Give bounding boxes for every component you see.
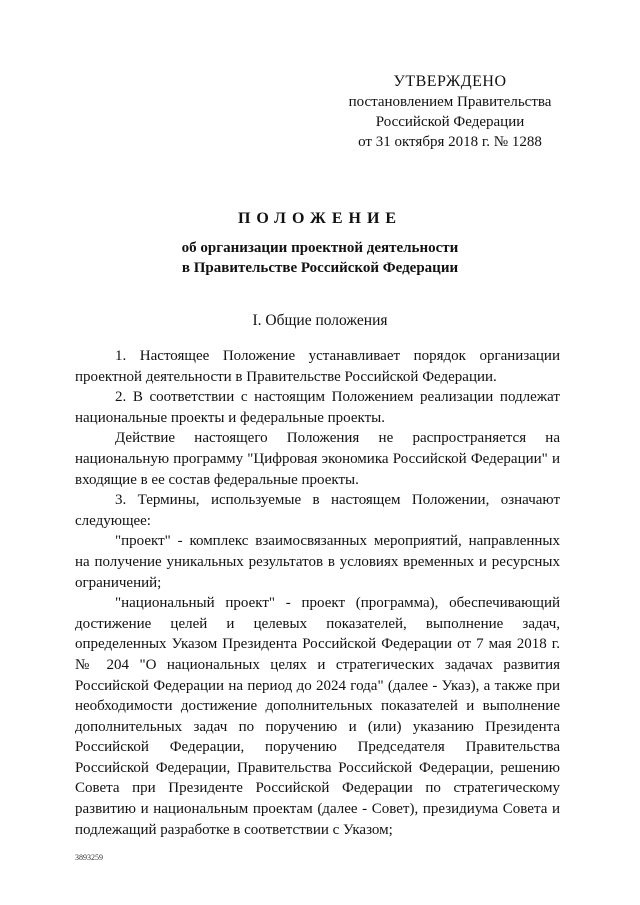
document-title: ПОЛОЖЕНИЕ — [237, 210, 403, 227]
subtitle-line-2: в Правительстве Российской Федерации — [181, 260, 459, 276]
approval-line-country: Российской Федерации — [375, 114, 525, 130]
paragraph-3: Действие настоящего Положения не распространяется на национальную программу "Цифровая экономика Российской Федерации" и входящие в ее состав федеральные проекты. — [75, 430, 560, 488]
approval-label: УТВЕРЖДЕНО — [393, 73, 507, 90]
subtitle-line-1: об организации проектной деятельности — [181, 240, 459, 256]
paragraph-4: 3. Термины, используемые в настоящем Положении, означают следующее: — [75, 492, 560, 529]
paragraph-5: "проект" - комплекс взаимосвязанных мероприятий, направленных на получение уникальных результатов в условиях временных и ресурсных ограничений; — [75, 533, 560, 591]
approval-line-decree: постановлением Правительства — [348, 94, 552, 110]
approval-stamp — [340, 72, 560, 152]
paragraph-1: 1. Настоящее Положение устанавливает порядок организации проектной деятельности в Правительстве Российской Федерации. — [75, 348, 560, 385]
document-id: 3893259 — [75, 853, 103, 862]
paragraph-2: 2. В соответствии с настоящим Положением реализации подлежат национальные проекты и федеральные проекты. — [75, 389, 560, 426]
document-subtitle — [0, 238, 640, 278]
paragraph-6: "национальный проект" - проект (программа), обеспечивающий достижение целей и целевых показателей, выполнение задач, определенных Указом Президента Российской Федерации от 7 мая 2018 г. № 204 "О национальных целях и стратегических задачах развития Российской Федерации на период до 2024 года" (далее - Указ), а также при необходимости достижение дополнительных показателей и выполнение дополнительных задач по поручению и (или) указанию Президента Российской Федерации, поручению Председателя Правительства Российской Федерации, Правительства Российской Федерации, решению Совета при Президенте Российской Федерации по стратегическому развитию и национальным проектам (далее - Совет), президиума Совета и подлежащий разработке в соответствии с Указом; — [75, 595, 560, 838]
approval-line-date: от 31 октября 2018 г. № 1288 — [358, 134, 542, 150]
section-heading: I. Общие положения — [252, 312, 388, 329]
document-body — [75, 346, 560, 840]
